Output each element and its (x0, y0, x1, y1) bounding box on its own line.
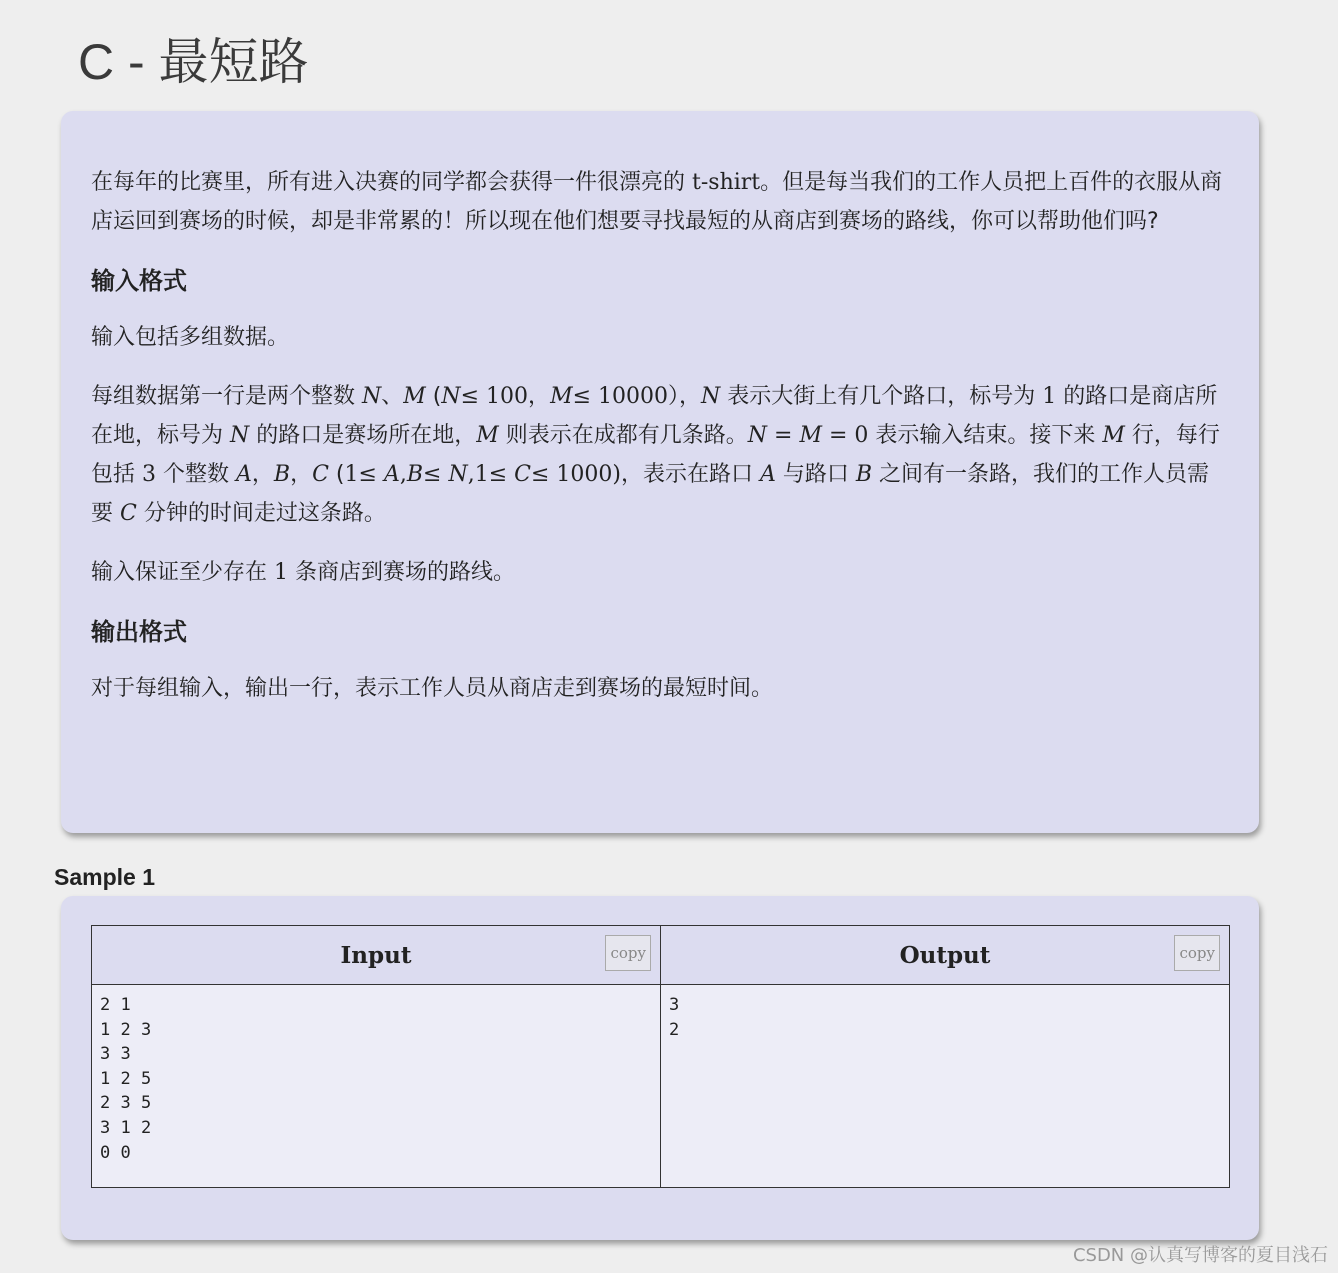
math-segment: 3 (142, 462, 156, 487)
section-heading (91, 612, 1229, 647)
math-segment: N (448, 462, 468, 487)
math-segment: ≤ 10000 (572, 384, 669, 409)
sample-input: 2 1 1 2 3 3 3 1 2 5 2 3 5 3 1 2 0 0 (92, 985, 661, 1188)
math-segment: C (312, 462, 329, 487)
text-segment: ( (328, 462, 345, 487)
math-segment: A (759, 462, 776, 487)
math-segment: B (273, 462, 291, 487)
math-segment: M (1102, 423, 1125, 448)
section-heading (91, 261, 1229, 296)
input-header (92, 926, 661, 985)
math-segment: N (441, 384, 461, 409)
text-segment: 。但是每当我们的工作人员把上百件的衣服从商店运回到赛场的时候，却是非常累的！所以现在他们想要寻找最短的从商店到赛场的路线，你可以帮助他们吗? (91, 170, 1223, 234)
text-segment: ， (251, 462, 274, 487)
math-segment: C (120, 501, 137, 526)
output-label: Output (899, 941, 991, 969)
input-label: Input (340, 941, 412, 969)
math-segment: 1 (274, 560, 288, 585)
paragraph (91, 163, 1229, 241)
text-segment: 、 (381, 384, 404, 409)
math-segment: ≤ (423, 462, 449, 487)
text-segment: 在每年的比赛里，所有进入决赛的同学都会获得一件很漂亮的 (91, 170, 692, 195)
math-segment: A (236, 462, 252, 487)
math-segment: ,1≤ (467, 462, 515, 487)
paragraph (91, 377, 1229, 533)
text-segment: 条商店到赛场的路线。 (288, 560, 515, 585)
text-segment: ）， (668, 384, 702, 409)
math-segment: B (406, 462, 424, 487)
math-segment: N (747, 423, 768, 448)
text-segment: 个整数 (156, 462, 236, 487)
paragraph (91, 318, 1229, 357)
math-segment: M (550, 384, 573, 409)
text-segment: 输入保证至少存在 (91, 560, 274, 585)
text-segment: 的路口是商店所在地，标号为 (91, 384, 1218, 448)
text-segment: 每组数据第一行是两个整数 (91, 384, 362, 409)
math-segment: ≤ 1000) (530, 462, 621, 487)
paragraph (91, 669, 1229, 708)
text-segment: ， (528, 384, 551, 409)
text-segment: ， (290, 462, 313, 487)
sample-title: Sample 1 (54, 864, 155, 890)
math-segment: = 0 (821, 423, 869, 448)
text-segment: 之间有一条路，我们的工作人员需要 (91, 462, 1210, 526)
math-segment: B (855, 462, 873, 487)
math-segment: t-shirt (692, 170, 761, 195)
problem-description (61, 111, 1259, 833)
math-segment: M (403, 384, 426, 409)
math-segment: ≤ 100 (460, 384, 529, 409)
text-segment: 表示大街上有几个路口，标号为 (720, 384, 1043, 409)
copy-output-button[interactable]: copy (1174, 935, 1220, 971)
math-segment: N (362, 384, 382, 409)
text-segment: 输出格式 (91, 618, 187, 646)
paragraph (91, 553, 1229, 592)
sample-card (61, 896, 1259, 1240)
math-segment: M (799, 423, 822, 448)
text-segment: 行，每行包括 (91, 423, 1220, 487)
output-header (661, 926, 1230, 985)
math-segment: N (230, 423, 250, 448)
sample-table (91, 925, 1230, 1188)
text-segment: 表示输入结束。接下来 (868, 423, 1103, 448)
text-segment: 的路口是赛场所在地， (249, 423, 477, 448)
text-segment: 与路口 (775, 462, 856, 487)
text-segment: 分钟的时间走过这条路。 (136, 501, 386, 526)
text-segment: ( (425, 384, 442, 409)
math-segment: = (767, 423, 800, 448)
text-segment: ，表示在路口 (620, 462, 760, 487)
math-segment: M (476, 423, 499, 448)
math-segment: , (399, 462, 407, 487)
sample-output: 3 2 (661, 985, 1230, 1188)
math-segment: N (701, 384, 721, 409)
text-segment: 输入包括多组数据。 (91, 325, 290, 350)
watermark: CSDN @认真写博客的夏目浅石 (1072, 1245, 1328, 1266)
text-segment: 则表示在成都有几条路。 (498, 423, 748, 448)
copy-input-button[interactable]: copy (605, 935, 651, 971)
math-segment: 1 (1042, 384, 1057, 409)
text-segment: 对于每组输入，输出一行，表示工作人员从商店走到赛场的最短时间。 (91, 676, 774, 701)
problem-title: C - 最短路 (78, 34, 309, 90)
math-segment: 1≤ (344, 462, 384, 487)
math-segment: C (514, 462, 531, 487)
math-segment: A (383, 462, 400, 487)
text-segment: 输入格式 (91, 267, 187, 295)
